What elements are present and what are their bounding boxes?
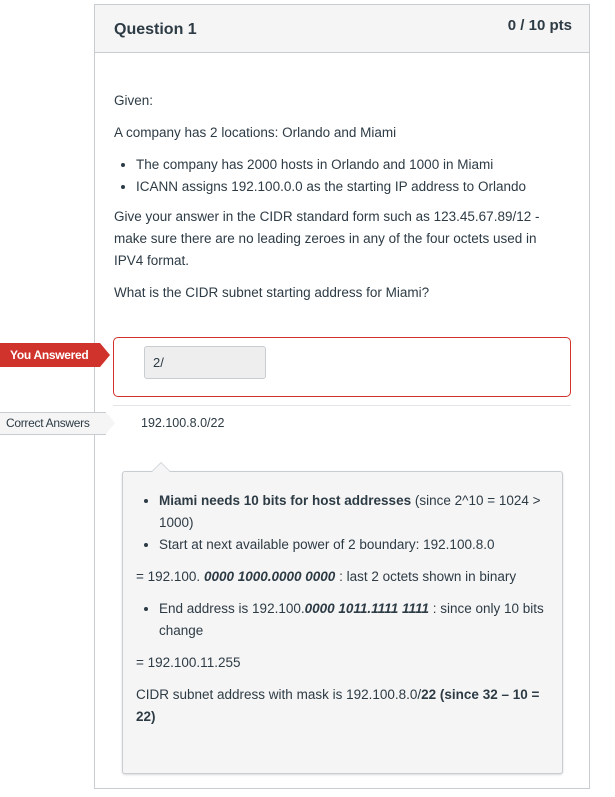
- question-intro: A company has 2 locations: Orlando and Miami: [114, 125, 397, 140]
- comment-bold: 22 (since 32 – 10 = 22): [136, 687, 540, 724]
- comment-binary: 0000 1011.1111 1111: [304, 601, 429, 616]
- question-header: [95, 5, 589, 53]
- comment-end-address: = 192.100.11.255: [136, 655, 241, 670]
- correct-answers-label: Correct Answers: [0, 412, 106, 435]
- comment-binary: 0000 1000.0000 0000: [203, 569, 336, 584]
- question-text: [95, 53, 589, 304]
- given-label: Given:: [114, 93, 154, 108]
- comment-text: End address is 192.100.: [159, 601, 305, 616]
- answer-field: 2/: [144, 346, 266, 379]
- comment-text: : since only 10 bits change: [159, 601, 544, 638]
- correct-answer-value: 192.100.8.0/22: [141, 416, 225, 430]
- comment-text: = 192.100.: [136, 569, 204, 584]
- comment-bullet: • Start at next available power of 2 boundary: 192.100.8.0: [159, 534, 548, 556]
- comment-text: (since 2^10 = 1024 > 1000): [159, 493, 541, 530]
- comment-final: [136, 684, 548, 728]
- question-prompt: What is the CIDR subnet starting address for Miami?: [114, 285, 430, 300]
- question-points: 0 / 10 pts: [507, 17, 572, 34]
- question-bullets: [114, 154, 569, 198]
- comment-list-2: [136, 598, 548, 642]
- question-instructions: Give your answer in the CIDR standard form such as 123.45.67.89/12 - make sure there are no leading zeroes in any of the four octets used in IPV4 format.: [114, 209, 540, 268]
- comment-text: CIDR subnet address with mask is 192.100.8.0/: [136, 687, 422, 702]
- answer-comment: [122, 471, 563, 774]
- comment-bold: Miami needs 10 bits for host addresses: [159, 493, 412, 508]
- comment-bullet: [159, 490, 548, 534]
- divider: [113, 405, 571, 406]
- answer-box: [113, 337, 571, 397]
- comment-bullet: [159, 598, 548, 642]
- you-answered-label: You Answered: [0, 343, 100, 367]
- comment-binary-line: [136, 566, 548, 588]
- question-bullet: • The company has 2000 hosts in Orlando and 1000 in Miami: [136, 154, 569, 176]
- question-title: Question 1: [114, 20, 197, 38]
- question-bullet: • ICANN assigns 192.100.0.0 as the starting IP address to Orlando: [136, 176, 569, 198]
- comment-list-1: [136, 490, 548, 556]
- comment-text: : last 2 octets shown in binary: [335, 569, 517, 584]
